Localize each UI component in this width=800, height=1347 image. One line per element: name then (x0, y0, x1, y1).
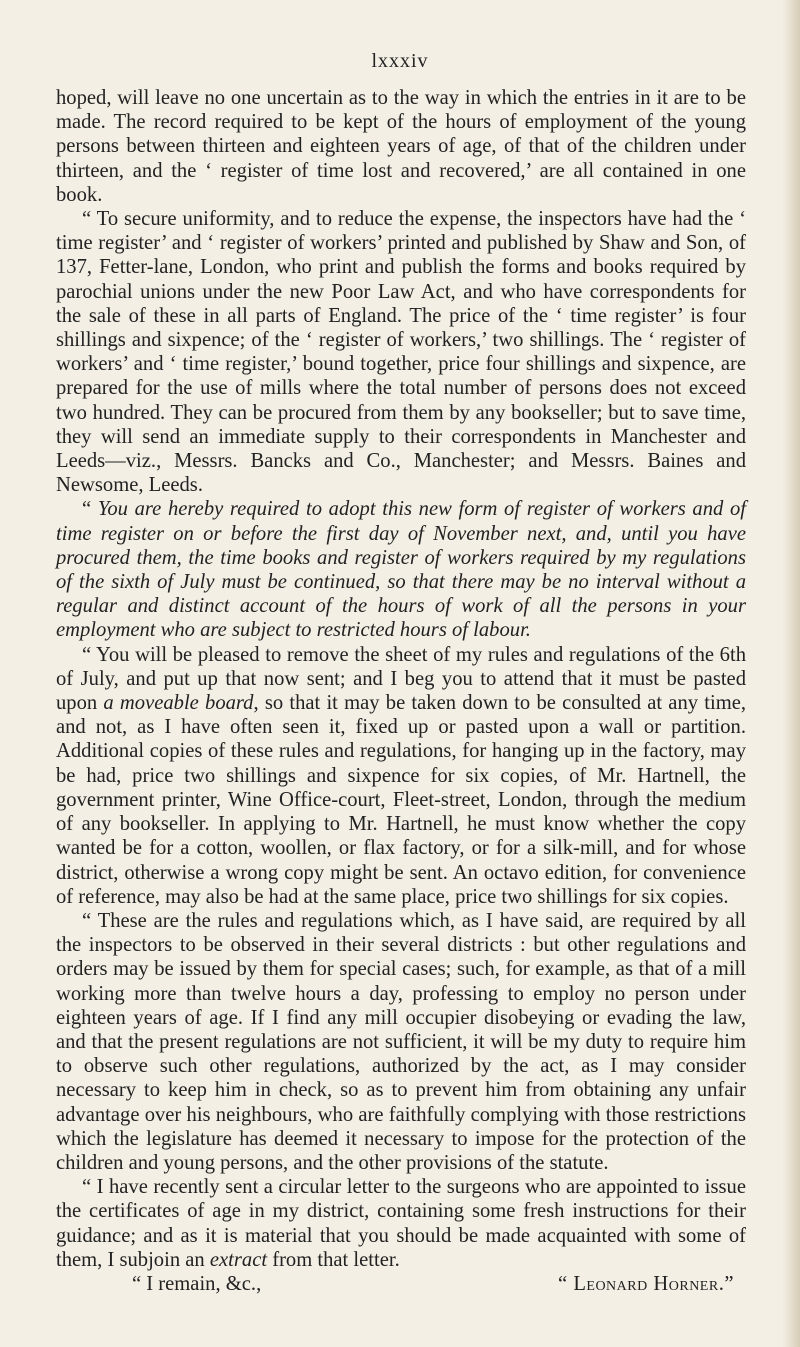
closing-remark: “ I remain, &c., (132, 1272, 262, 1295)
paragraph-5: “ These are the rules and regulations which, as I have said, are required by all the inspectors to be observed in their several districts : but other regulations and orders may be issued by them for special cases; such, for example, as that of a mill working more than twelve hours a day, professing to employ no person under eighteen years of age. If I find any mill occupier disobeying or evading the law, and that the present regulations are not sufficient, it will be my duty to require him to observe such other regulations, authorized by the act, as I may consider necessary to keep him in check, so as to prevent him from obtaining any unfair advantage over his neighbours, who are faithfully complying with those restrictions which the legislature has deemed it necessary to impose for the protection of the children and young persons, and the other provisions of the statute. (56, 909, 746, 1174)
page-number: lxxxiv (371, 50, 429, 72)
page-edge-shadow (782, 0, 800, 1347)
paragraph-3 (56, 497, 746, 642)
signature-line (56, 1272, 746, 1296)
italic-extract: extract (209, 1248, 268, 1271)
paragraph-6-part-a: “ I have recently sent a circular letter to the surgeons who are appointed to issue the certificates of age in my district, containing some fresh instructions for their guidance; and as it is material that you should be made acquainted with some of them, I subjoin an (56, 1176, 746, 1271)
paragraph-4 (56, 643, 746, 909)
quote-open: “ (82, 498, 98, 521)
paragraph-4-part-b: , so that it may be taken down to be consulted at any time, and not, as I have often seen it, fixed up or pasted upon a wall or partition. Additional copies of these rules and regulations, for hanging up in the factory, may be had, price two shillings and sixpence for six copies, of Mr. Hartnell, the government printer, Wine Office-court, Fleet-street, London, through the medium of any bookseller. In applying to Mr. Hartnell, he must know whether the copy wanted be for a cotton, woollen, or flax factory, or for a silk-mill, and for whose district, otherwise a wrong copy might be sent. An octavo edition, for convenience of reference, may also be had at the same place, price two shillings for six copies. (56, 692, 747, 908)
paragraph-6 (56, 1175, 746, 1272)
paragraph-1: hoped, will leave no one uncertain as to the way in which the entries in it are to be made. The record required to be kept of the hours of employment of the young persons between thirteen and eighteen years of age, of that of the children under thirteen, and the ‘ register of time lost and recovered,’ are all contained in one book. (56, 87, 746, 206)
paragraph-2: “ To secure uniformity, and to reduce the expense, the inspectors have had the ‘ time register’ and ‘ register of workers’ printed and published by Shaw and Son, of 137, Fetter-lane, London, who print and publish the forms and books required by parochial unions under the new Poor Law Act, and who have correspondents for the sale of these in all parts of England. The price of the ‘ time register’ is four shillings and sixpence; of the ‘ register of workers,’ two shillings. The ‘ register of workers’ and ‘ time register,’ bound together, price four shillings and sixpence, are prepared for the use of mills where the total number of persons does not exceed two hundred. They can be procured from them by any bookseller; but to save time, they will send an immediate supply to their correspondents in Manchester and Leeds—viz., Messrs. Bancks and Co., Manchester; and Messrs. Baines and Newsome, Leeds. (56, 208, 746, 497)
italic-requirement: You are hereby required to adopt this new form of register of workers and of time register on or before the first day of November next, and, until you have procured them, the time books and register of workers required by my regulations of the sixth of July must be continued, so that there may be no interval without a regular and distinct account of the hours of work of all the persons in your employment who are subject to restricted hours of labour. (56, 498, 746, 642)
body-text (56, 86, 746, 1296)
paragraph-4-part-a: “ You will be pleased to remove the sheet of my rules and regulations of the 6th of July, and put up that now sent; and I beg you to attend that it must be pasted upon (56, 643, 746, 715)
signature-name: “ Leonard Horner.” (558, 1272, 734, 1295)
italic-moveable-board: a moveable board (103, 692, 254, 715)
paragraph-6-part-b: from that letter. (267, 1248, 400, 1271)
